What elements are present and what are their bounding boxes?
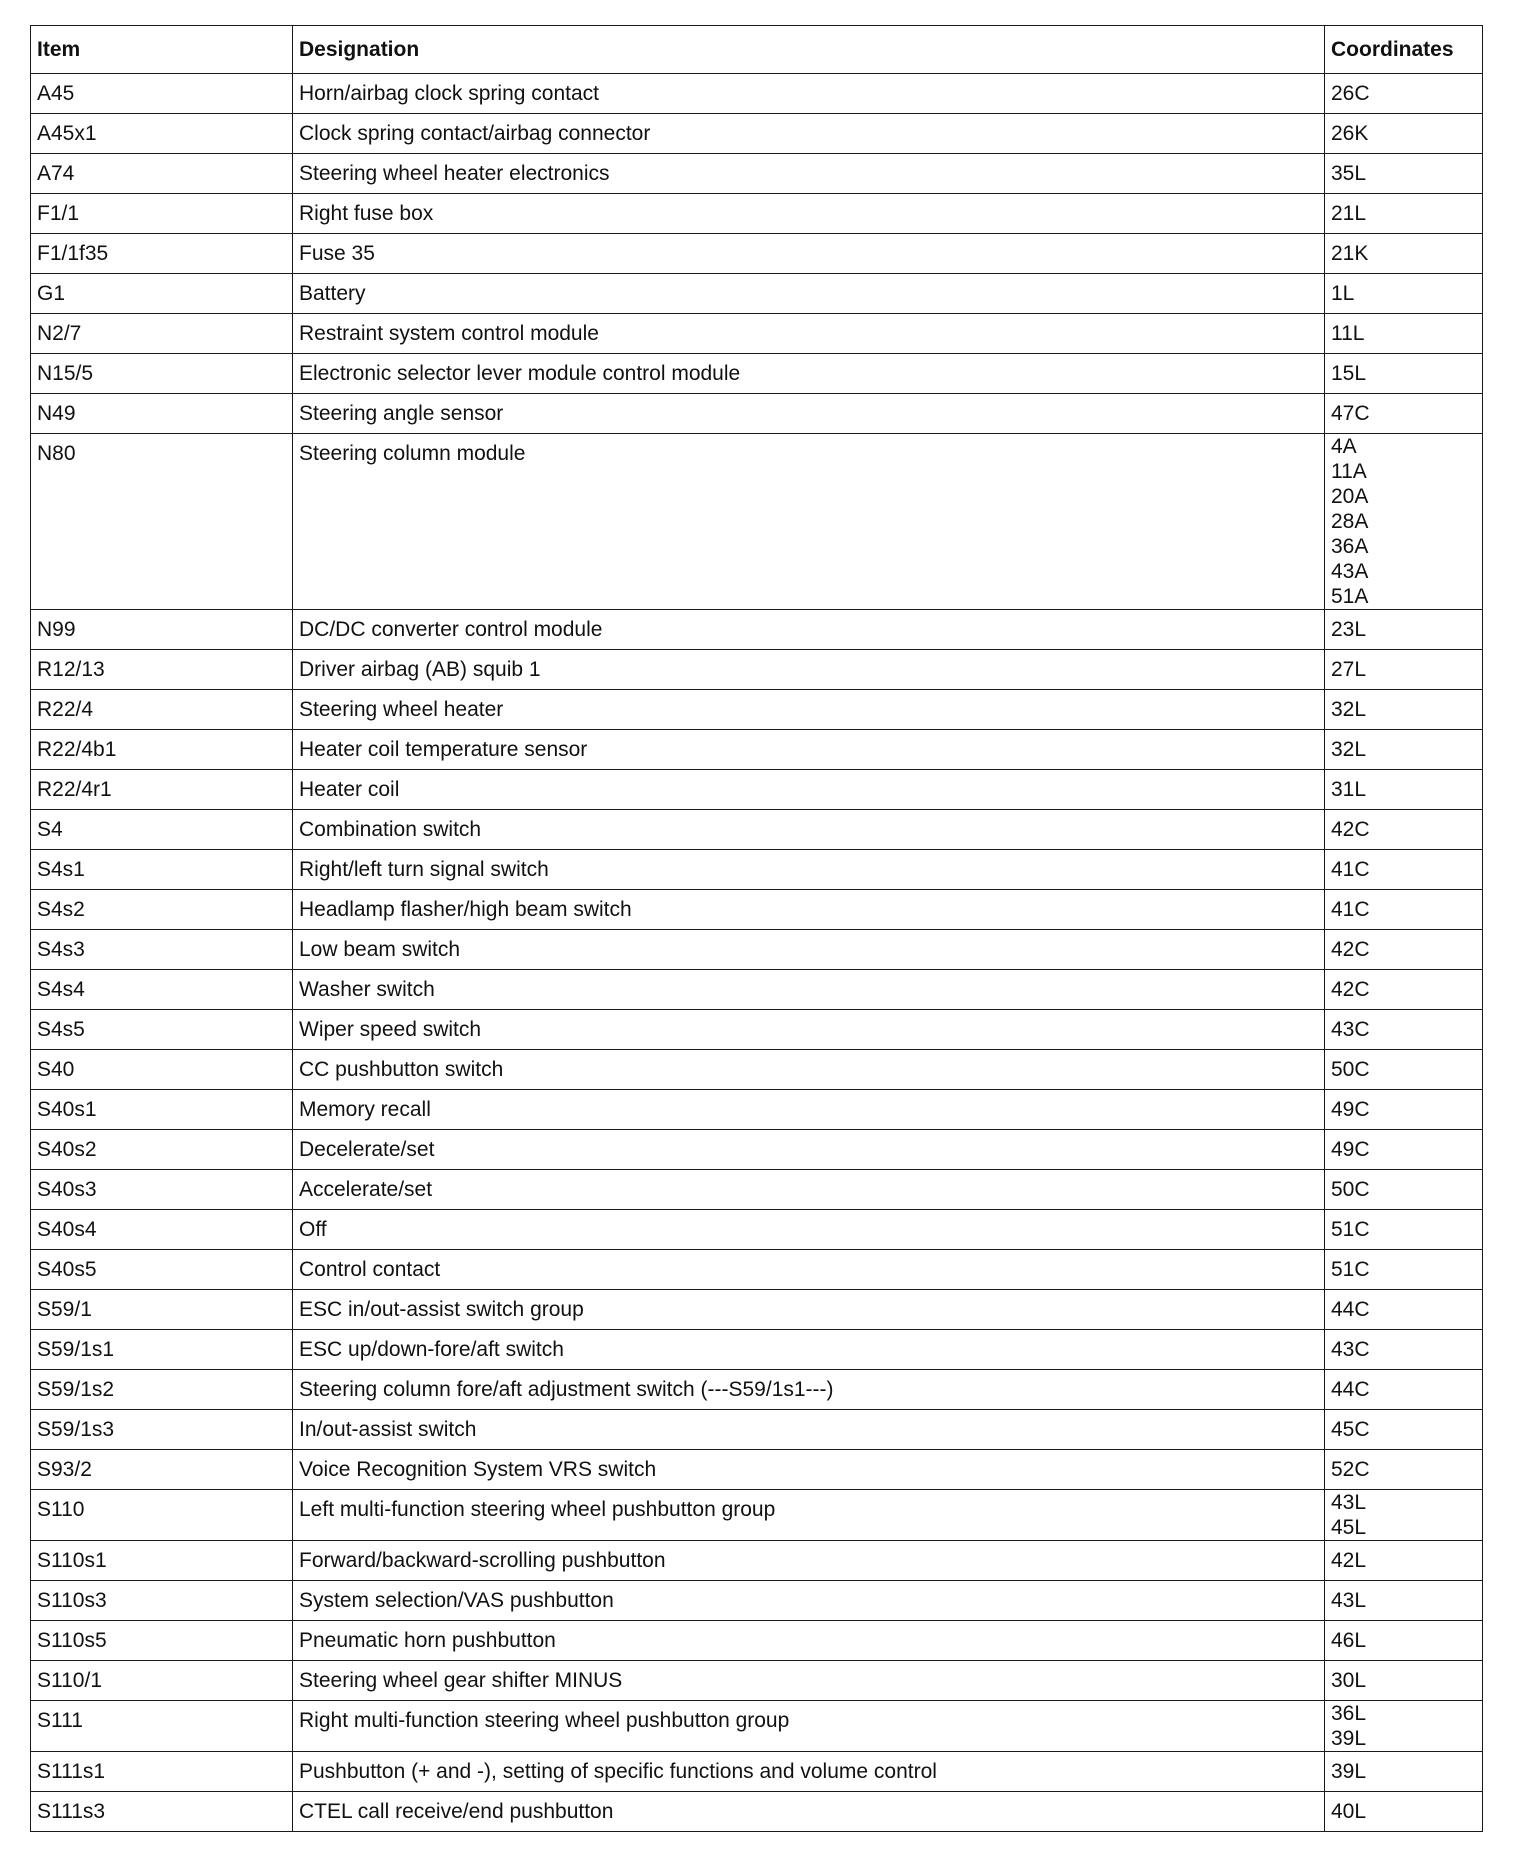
coordinate-value: 44C bbox=[1331, 1298, 1370, 1321]
table-row bbox=[31, 1170, 1483, 1210]
table-row bbox=[31, 1050, 1483, 1090]
cell-coordinates bbox=[1325, 1581, 1483, 1621]
coordinate-value: 35L bbox=[1331, 162, 1367, 185]
coordinate-value: 20A bbox=[1331, 485, 1369, 508]
cell-item: S110s1 bbox=[31, 1541, 293, 1581]
cell-designation: Steering wheel gear shifter MINUS bbox=[293, 1661, 1325, 1701]
table-row bbox=[31, 1661, 1483, 1701]
cell-designation: Combination switch bbox=[293, 810, 1325, 850]
coordinate-value: 49C bbox=[1331, 1098, 1370, 1121]
cell-coordinates bbox=[1325, 850, 1483, 890]
table-row bbox=[31, 1621, 1483, 1661]
cell-item: S4s5 bbox=[31, 1010, 293, 1050]
cell-designation: In/out-assist switch bbox=[293, 1410, 1325, 1450]
cell-coordinates bbox=[1325, 1330, 1483, 1370]
cell-coordinates bbox=[1325, 890, 1483, 930]
cell-designation: Off bbox=[293, 1210, 1325, 1250]
cell-item: S110 bbox=[31, 1490, 293, 1541]
cell-coordinates bbox=[1325, 810, 1483, 850]
cell-coordinates bbox=[1325, 1792, 1483, 1832]
cell-coordinates bbox=[1325, 434, 1483, 610]
coordinate-value: 46L bbox=[1331, 1629, 1367, 1652]
table-row bbox=[31, 1581, 1483, 1621]
cell-coordinates bbox=[1325, 1090, 1483, 1130]
table-row bbox=[31, 74, 1483, 114]
coordinate-value: 45L bbox=[1331, 1516, 1367, 1539]
table-row bbox=[31, 810, 1483, 850]
cell-designation: Left multi-function steering wheel pushbutton group bbox=[293, 1490, 1325, 1541]
cell-designation: Washer switch bbox=[293, 970, 1325, 1010]
table-row bbox=[31, 1450, 1483, 1490]
cell-coordinates bbox=[1325, 354, 1483, 394]
coordinate-value: 43L bbox=[1331, 1491, 1367, 1514]
table-body bbox=[31, 74, 1483, 1832]
coordinate-value: 44C bbox=[1331, 1378, 1370, 1401]
cell-item: S110s3 bbox=[31, 1581, 293, 1621]
cell-designation: Pushbutton (+ and -), setting of specific functions and volume control bbox=[293, 1752, 1325, 1792]
table-row bbox=[31, 1490, 1483, 1541]
cell-coordinates bbox=[1325, 1541, 1483, 1581]
coordinate-value: 43L bbox=[1331, 1589, 1367, 1612]
coordinate-value: 32L bbox=[1331, 698, 1367, 721]
table-row bbox=[31, 930, 1483, 970]
cell-designation: Heater coil bbox=[293, 770, 1325, 810]
coordinate-value: 41C bbox=[1331, 858, 1370, 881]
document-page bbox=[30, 25, 1482, 1832]
table-row bbox=[31, 314, 1483, 354]
cell-item: S40 bbox=[31, 1050, 293, 1090]
cell-coordinates bbox=[1325, 1170, 1483, 1210]
cell-coordinates bbox=[1325, 930, 1483, 970]
cell-item: S4s1 bbox=[31, 850, 293, 890]
cell-coordinates bbox=[1325, 1450, 1483, 1490]
cell-item: S40s2 bbox=[31, 1130, 293, 1170]
table-row bbox=[31, 274, 1483, 314]
cell-item: R22/4 bbox=[31, 690, 293, 730]
cell-item: A45x1 bbox=[31, 114, 293, 154]
cell-item: A45 bbox=[31, 74, 293, 114]
header-designation: Designation bbox=[293, 26, 1325, 74]
cell-coordinates bbox=[1325, 970, 1483, 1010]
cell-coordinates bbox=[1325, 1410, 1483, 1450]
coordinate-value: 30L bbox=[1331, 1669, 1367, 1692]
coordinate-value: 51C bbox=[1331, 1218, 1370, 1241]
cell-item: F1/1f35 bbox=[31, 234, 293, 274]
coordinate-value: 52C bbox=[1331, 1458, 1370, 1481]
cell-designation: Right fuse box bbox=[293, 194, 1325, 234]
cell-coordinates bbox=[1325, 74, 1483, 114]
cell-designation: Heater coil temperature sensor bbox=[293, 730, 1325, 770]
cell-item: S110/1 bbox=[31, 1661, 293, 1701]
coordinate-value: 36A bbox=[1331, 535, 1369, 558]
table-row bbox=[31, 1370, 1483, 1410]
table-header-row bbox=[31, 26, 1483, 74]
cell-designation: Steering column fore/aft adjustment switch (---S59/1s1---) bbox=[293, 1370, 1325, 1410]
coordinate-value: 39L bbox=[1331, 1760, 1367, 1783]
coordinate-value: 42C bbox=[1331, 818, 1370, 841]
table-row bbox=[31, 1330, 1483, 1370]
coordinate-value: 23L bbox=[1331, 618, 1367, 641]
cell-item: S59/1s1 bbox=[31, 1330, 293, 1370]
coordinate-value: 43C bbox=[1331, 1338, 1370, 1361]
cell-designation: Voice Recognition System VRS switch bbox=[293, 1450, 1325, 1490]
coordinate-value: 40L bbox=[1331, 1800, 1367, 1823]
cell-item: S111s3 bbox=[31, 1792, 293, 1832]
coordinate-value: 39L bbox=[1331, 1727, 1367, 1750]
coordinate-value: 21K bbox=[1331, 242, 1369, 265]
table-row bbox=[31, 394, 1483, 434]
coordinate-value: 51A bbox=[1331, 585, 1369, 608]
table-row bbox=[31, 1010, 1483, 1050]
table-row bbox=[31, 154, 1483, 194]
cell-item: S4s4 bbox=[31, 970, 293, 1010]
table-row bbox=[31, 970, 1483, 1010]
table-row bbox=[31, 434, 1483, 610]
cell-item: S40s3 bbox=[31, 1170, 293, 1210]
coordinate-value: 21L bbox=[1331, 202, 1367, 225]
header-coordinates: Coordinates bbox=[1325, 26, 1483, 74]
coordinate-value: 42C bbox=[1331, 978, 1370, 1001]
cell-designation: Electronic selector lever module control module bbox=[293, 354, 1325, 394]
coordinate-value: 41C bbox=[1331, 898, 1370, 921]
cell-coordinates bbox=[1325, 234, 1483, 274]
coordinate-value: 45C bbox=[1331, 1418, 1370, 1441]
table-row bbox=[31, 1792, 1483, 1832]
cell-designation: Headlamp flasher/high beam switch bbox=[293, 890, 1325, 930]
coordinate-value: 43A bbox=[1331, 560, 1369, 583]
cell-coordinates bbox=[1325, 770, 1483, 810]
component-table bbox=[30, 25, 1483, 1832]
table-row bbox=[31, 770, 1483, 810]
cell-coordinates bbox=[1325, 194, 1483, 234]
cell-coordinates bbox=[1325, 274, 1483, 314]
cell-coordinates bbox=[1325, 154, 1483, 194]
cell-item: N2/7 bbox=[31, 314, 293, 354]
table-row bbox=[31, 890, 1483, 930]
cell-item: S40s4 bbox=[31, 1210, 293, 1250]
cell-coordinates bbox=[1325, 1130, 1483, 1170]
cell-coordinates bbox=[1325, 650, 1483, 690]
coordinate-value: 50C bbox=[1331, 1178, 1370, 1201]
coordinate-value: 42C bbox=[1331, 938, 1370, 961]
cell-designation: CTEL call receive/end pushbutton bbox=[293, 1792, 1325, 1832]
cell-item: G1 bbox=[31, 274, 293, 314]
table-row bbox=[31, 194, 1483, 234]
cell-item: S4 bbox=[31, 810, 293, 850]
cell-designation: Right multi-function steering wheel pushbutton group bbox=[293, 1701, 1325, 1752]
cell-item: A74 bbox=[31, 154, 293, 194]
cell-designation: System selection/VAS pushbutton bbox=[293, 1581, 1325, 1621]
cell-coordinates bbox=[1325, 1250, 1483, 1290]
cell-designation: Horn/airbag clock spring contact bbox=[293, 74, 1325, 114]
table-row bbox=[31, 1250, 1483, 1290]
coordinate-value: 28A bbox=[1331, 510, 1369, 533]
cell-item: N49 bbox=[31, 394, 293, 434]
cell-designation: Decelerate/set bbox=[293, 1130, 1325, 1170]
cell-designation: Steering wheel heater electronics bbox=[293, 154, 1325, 194]
cell-coordinates bbox=[1325, 690, 1483, 730]
coordinate-value: 36L bbox=[1331, 1702, 1367, 1725]
coordinate-value: 26K bbox=[1331, 122, 1369, 145]
cell-coordinates bbox=[1325, 1370, 1483, 1410]
cell-item: S40s5 bbox=[31, 1250, 293, 1290]
table-row bbox=[31, 1541, 1483, 1581]
cell-coordinates bbox=[1325, 1050, 1483, 1090]
table-row bbox=[31, 354, 1483, 394]
cell-designation: Memory recall bbox=[293, 1090, 1325, 1130]
cell-item: N15/5 bbox=[31, 354, 293, 394]
coordinate-value: 43C bbox=[1331, 1018, 1370, 1041]
coordinate-value: 27L bbox=[1331, 658, 1367, 681]
table-row bbox=[31, 850, 1483, 890]
table-row bbox=[31, 610, 1483, 650]
cell-designation: Battery bbox=[293, 274, 1325, 314]
cell-item: S4s2 bbox=[31, 890, 293, 930]
cell-item: N99 bbox=[31, 610, 293, 650]
cell-coordinates bbox=[1325, 730, 1483, 770]
cell-coordinates bbox=[1325, 114, 1483, 154]
cell-designation: Fuse 35 bbox=[293, 234, 1325, 274]
coordinate-value: 49C bbox=[1331, 1138, 1370, 1161]
table-row bbox=[31, 114, 1483, 154]
cell-designation: Wiper speed switch bbox=[293, 1010, 1325, 1050]
cell-coordinates bbox=[1325, 1490, 1483, 1541]
coordinate-value: 50C bbox=[1331, 1058, 1370, 1081]
cell-item: S59/1 bbox=[31, 1290, 293, 1330]
table-row bbox=[31, 1410, 1483, 1450]
cell-coordinates bbox=[1325, 314, 1483, 354]
cell-item: S110s5 bbox=[31, 1621, 293, 1661]
cell-item: S59/1s3 bbox=[31, 1410, 293, 1450]
cell-designation: Low beam switch bbox=[293, 930, 1325, 970]
coordinate-value: 11A bbox=[1331, 460, 1367, 483]
cell-designation: Clock spring contact/airbag connector bbox=[293, 114, 1325, 154]
cell-designation: CC pushbutton switch bbox=[293, 1050, 1325, 1090]
coordinate-value: 47C bbox=[1331, 402, 1370, 425]
cell-designation: Right/left turn signal switch bbox=[293, 850, 1325, 890]
cell-designation: Steering wheel heater bbox=[293, 690, 1325, 730]
cell-coordinates bbox=[1325, 1290, 1483, 1330]
cell-coordinates bbox=[1325, 1010, 1483, 1050]
cell-item: N80 bbox=[31, 434, 293, 610]
cell-coordinates bbox=[1325, 1701, 1483, 1752]
cell-designation: DC/DC converter control module bbox=[293, 610, 1325, 650]
table-row bbox=[31, 1701, 1483, 1752]
cell-item: S93/2 bbox=[31, 1450, 293, 1490]
table-row bbox=[31, 1752, 1483, 1792]
cell-item: S111 bbox=[31, 1701, 293, 1752]
table-row bbox=[31, 730, 1483, 770]
cell-item: R22/4r1 bbox=[31, 770, 293, 810]
table-row bbox=[31, 1130, 1483, 1170]
cell-item: F1/1 bbox=[31, 194, 293, 234]
coordinate-value: 31L bbox=[1331, 778, 1367, 801]
cell-item: R12/13 bbox=[31, 650, 293, 690]
cell-item: S40s1 bbox=[31, 1090, 293, 1130]
cell-designation: Restraint system control module bbox=[293, 314, 1325, 354]
cell-coordinates bbox=[1325, 1752, 1483, 1792]
cell-designation: Control contact bbox=[293, 1250, 1325, 1290]
cell-coordinates bbox=[1325, 1661, 1483, 1701]
coordinate-value: 11L bbox=[1331, 322, 1365, 345]
coordinate-value: 42L bbox=[1331, 1549, 1367, 1572]
coordinate-value: 32L bbox=[1331, 738, 1367, 761]
cell-coordinates bbox=[1325, 394, 1483, 434]
coordinate-value: 51C bbox=[1331, 1258, 1370, 1281]
cell-designation: Steering column module bbox=[293, 434, 1325, 610]
table-row bbox=[31, 234, 1483, 274]
coordinate-value: 1L bbox=[1331, 282, 1355, 305]
cell-designation: ESC up/down-fore/aft switch bbox=[293, 1330, 1325, 1370]
cell-item: S59/1s2 bbox=[31, 1370, 293, 1410]
cell-coordinates bbox=[1325, 1210, 1483, 1250]
coordinate-value: 15L bbox=[1331, 362, 1367, 385]
cell-designation: Steering angle sensor bbox=[293, 394, 1325, 434]
table-row bbox=[31, 1090, 1483, 1130]
header-item: Item bbox=[31, 26, 293, 74]
table-row bbox=[31, 1210, 1483, 1250]
cell-item: S111s1 bbox=[31, 1752, 293, 1792]
cell-designation: Driver airbag (AB) squib 1 bbox=[293, 650, 1325, 690]
cell-designation: Accelerate/set bbox=[293, 1170, 1325, 1210]
coordinate-value: 26C bbox=[1331, 82, 1370, 105]
cell-designation: Pneumatic horn pushbutton bbox=[293, 1621, 1325, 1661]
table-row bbox=[31, 690, 1483, 730]
table-row bbox=[31, 1290, 1483, 1330]
cell-coordinates bbox=[1325, 1621, 1483, 1661]
cell-coordinates bbox=[1325, 610, 1483, 650]
cell-designation: Forward/backward-scrolling pushbutton bbox=[293, 1541, 1325, 1581]
cell-item: S4s3 bbox=[31, 930, 293, 970]
coordinate-value: 4A bbox=[1331, 435, 1357, 458]
table-row bbox=[31, 650, 1483, 690]
cell-item: R22/4b1 bbox=[31, 730, 293, 770]
cell-designation: ESC in/out-assist switch group bbox=[293, 1290, 1325, 1330]
